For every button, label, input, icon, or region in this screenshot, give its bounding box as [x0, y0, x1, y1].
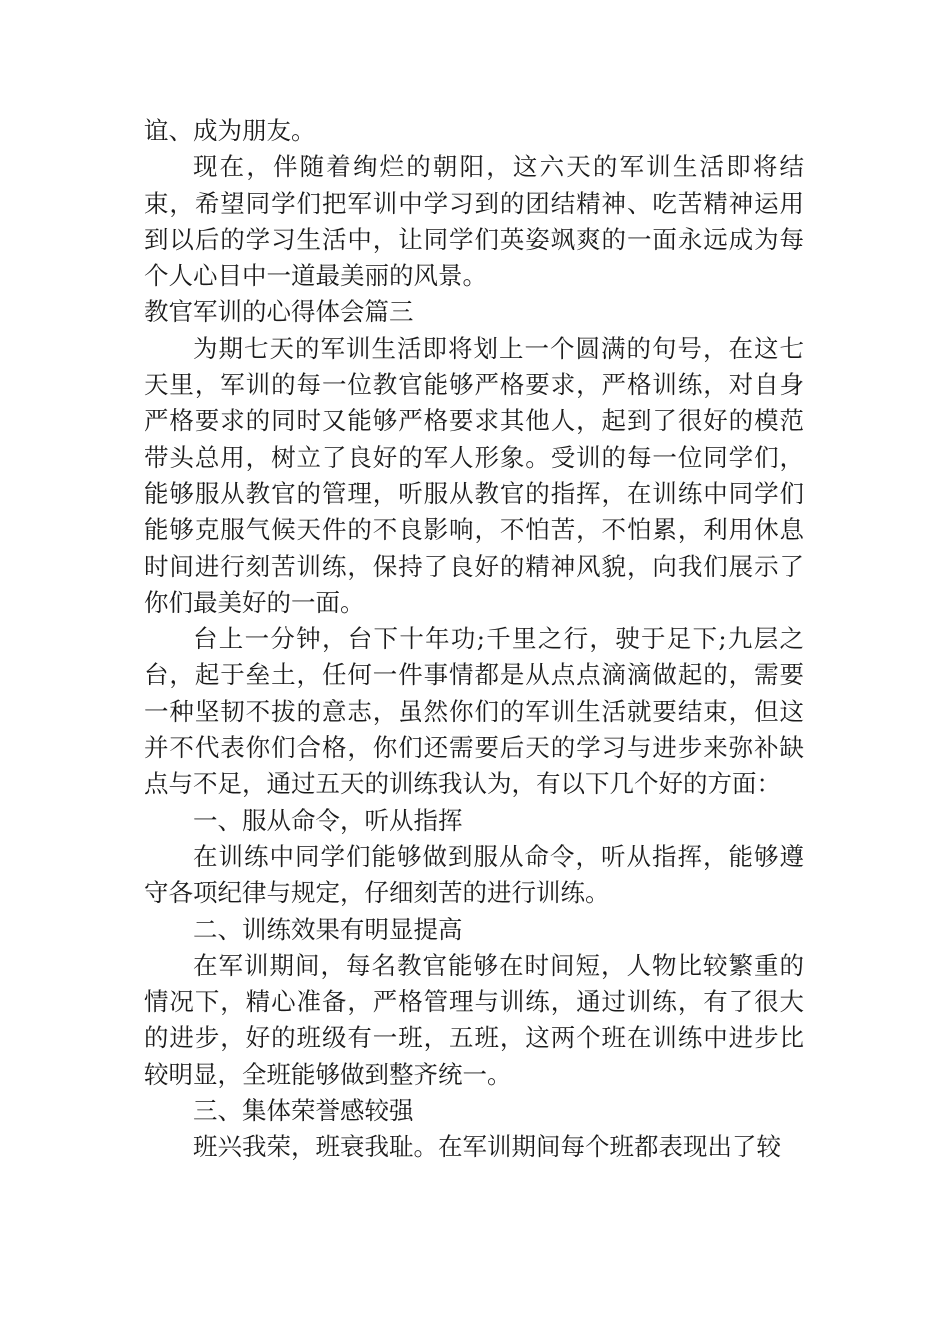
heading-point-two: 二、训练效果有明显提高: [193, 914, 463, 944]
heading-point-one: 一、服从命令，听从指挥: [193, 805, 463, 835]
paragraph-intro: 为期七天的军训生活即将划上一个圆满的句号，在这七天里，军训的每一位教官能够严格要求，严格训练，对自身严格要求的同时又能够严格要求其他人，起到了很好的模范带头总用，树立了良好的军人形象。受训的每一位同学们，能够服从教官的管理，听服从教官的指挥，在训练中同学们能够克服气候天件的不良影响，不怕苦，不怕累，利用休息时间进行刻苦训练，保持了良好的精神风貌，向我们展示了你们最美好的一面。: [144, 333, 804, 617]
section-title: 教官军训的心得体会篇三: [144, 297, 414, 327]
paragraph-point-three: 班兴我荣，班衰我耻。在军训期间每个班都表现出了较: [193, 1132, 781, 1162]
heading-point-three: 三、集体荣誉感较强: [193, 1096, 414, 1126]
paragraph-continuation: 谊、成为朋友。: [144, 116, 316, 145]
document-body: [144, 113, 804, 1166]
paragraph-point-two: 在军训期间，每名教官能够在时间短，人物比较繁重的情况下，精心准备，严格管理与训练，通过训练，有了很大的进步，好的班级有一班，五班，这两个班在训练中进步比较明显，全班能够做到整齐统一。: [144, 950, 804, 1089]
paragraph-point-one: 在训练中同学们能够做到服从命令，听从指挥，能够遵守各项纪律与规定，仔细刻苦的进行训练。: [144, 841, 804, 908]
paragraph-proverb: 台上一分钟，台下十年功;千里之行，驶于足下;九层之台，起于垒土，任何一件事情都是从点点滴滴做起的，需要一种坚韧不拔的意志，虽然你们的军训生活就要结束，但这并不代表你们合格，你们还需要后天的学习与进步来弥补缺点与不足，通过五天的训练我认为，有以下几个好的方面：: [144, 624, 804, 799]
paragraph-closing: 现在，伴随着绚烂的朝阳，这六天的军训生活即将结束，希望同学们把军训中学习到的团结精神、吃苦精神运用到以后的学习生活中，让同学们英姿飒爽的一面永远成为每个人心目中一道最美丽的风景。: [144, 152, 804, 291]
